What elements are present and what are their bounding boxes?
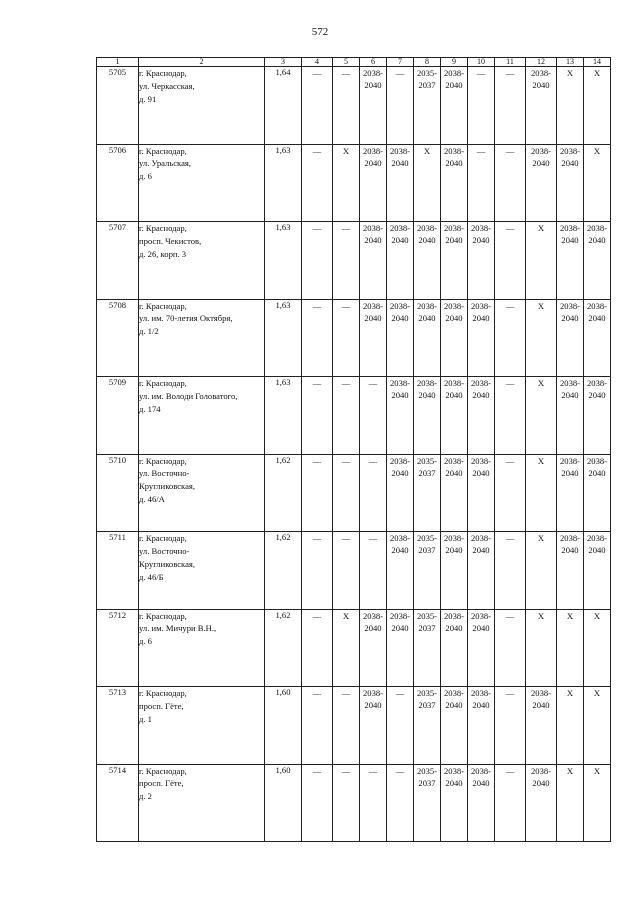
row-cell: — — [302, 222, 333, 300]
column-header: 1 — [97, 58, 139, 67]
row-address: г. Краснодар, просп. Чекистов, д. 26, корп. 3 — [139, 222, 265, 300]
row-cell: — — [302, 377, 333, 455]
row-cell: — — [495, 222, 526, 300]
row-cell: X — [333, 144, 360, 222]
row-cell: — — [495, 299, 526, 377]
row-cell: — — [333, 67, 360, 145]
row-cell: 2038- 2040 — [360, 222, 387, 300]
row-cell: X — [333, 609, 360, 687]
row-number: 5705 — [97, 67, 139, 145]
row-cell: 2038- 2040 — [441, 454, 468, 532]
row-cell: — — [495, 67, 526, 145]
row-cell: 2038- 2040 — [387, 299, 414, 377]
row-number: 5709 — [97, 377, 139, 455]
row-cell: — — [468, 144, 495, 222]
row-cell: X — [584, 764, 611, 842]
column-header: 14 — [584, 58, 611, 67]
row-value: 1,60 — [265, 764, 302, 842]
column-header: 7 — [387, 58, 414, 67]
row-cell: 2038- 2040 — [584, 222, 611, 300]
column-header: 13 — [557, 58, 584, 67]
row-cell: 2038- 2040 — [468, 532, 495, 610]
row-cell: X — [414, 144, 441, 222]
row-cell: — — [495, 377, 526, 455]
table-row — [97, 144, 611, 222]
row-cell: 2038- 2040 — [441, 532, 468, 610]
row-cell: 2038- 2040 — [387, 609, 414, 687]
row-address: г. Краснодар, ул. им. 70-летия Октября, д. 1/2 — [139, 299, 265, 377]
row-cell: 2038- 2040 — [441, 609, 468, 687]
column-header: 5 — [333, 58, 360, 67]
row-cell: — — [495, 532, 526, 610]
column-header: 8 — [414, 58, 441, 67]
row-cell: 2038- 2040 — [360, 299, 387, 377]
row-cell: 2038- 2040 — [414, 299, 441, 377]
row-cell: 2038- 2040 — [468, 377, 495, 455]
row-address: г. Краснодар, ул. Уральская, д. 6 — [139, 144, 265, 222]
row-cell: 2038- 2040 — [584, 377, 611, 455]
row-value: 1,63 — [265, 144, 302, 222]
row-cell: X — [584, 609, 611, 687]
row-cell: X — [584, 144, 611, 222]
row-number: 5711 — [97, 532, 139, 610]
row-cell: 2038- 2040 — [441, 299, 468, 377]
row-cell: — — [333, 222, 360, 300]
row-cell: — — [387, 687, 414, 765]
row-cell: — — [495, 764, 526, 842]
row-number: 5710 — [97, 454, 139, 532]
row-cell: 2038- 2040 — [441, 764, 468, 842]
row-cell: — — [302, 144, 333, 222]
row-cell: X — [526, 454, 557, 532]
row-address: г. Краснодар, ул. им. Володи Головатого, д. 174 — [139, 377, 265, 455]
row-value: 1,63 — [265, 222, 302, 300]
row-cell: — — [495, 454, 526, 532]
table-row — [97, 67, 611, 145]
row-cell: X — [584, 67, 611, 145]
row-cell: — — [360, 454, 387, 532]
column-header: 2 — [139, 58, 265, 67]
row-cell: — — [468, 67, 495, 145]
row-cell: — — [302, 609, 333, 687]
row-cell: — — [360, 377, 387, 455]
header-row — [97, 58, 611, 67]
row-value: 1,62 — [265, 532, 302, 610]
row-cell: 2038- 2040 — [526, 67, 557, 145]
row-cell: 2038- 2040 — [557, 299, 584, 377]
row-number: 5707 — [97, 222, 139, 300]
row-cell: 2038- 2040 — [414, 377, 441, 455]
row-cell: 2038- 2040 — [584, 454, 611, 532]
row-cell: — — [387, 764, 414, 842]
row-number: 5713 — [97, 687, 139, 765]
row-cell: — — [333, 377, 360, 455]
row-cell: 2038- 2040 — [468, 687, 495, 765]
row-address: г. Краснодар, просп. Гёте, д. 2 — [139, 764, 265, 842]
row-cell: 2038- 2040 — [387, 454, 414, 532]
table-row — [97, 299, 611, 377]
row-cell: — — [302, 67, 333, 145]
row-number: 5712 — [97, 609, 139, 687]
row-cell: 2038- 2040 — [526, 687, 557, 765]
row-cell: 2038- 2040 — [387, 222, 414, 300]
row-cell: — — [387, 67, 414, 145]
row-cell: 2038- 2040 — [468, 609, 495, 687]
row-cell: X — [557, 687, 584, 765]
row-value: 1,63 — [265, 299, 302, 377]
row-cell: 2038- 2040 — [557, 454, 584, 532]
row-cell: X — [557, 609, 584, 687]
row-cell: — — [302, 454, 333, 532]
row-cell: 2035- 2037 — [414, 764, 441, 842]
row-cell: 2038- 2040 — [584, 532, 611, 610]
row-address: г. Краснодар, ул. Восточно- Кругликовская, д. 46/А — [139, 454, 265, 532]
row-cell: — — [333, 764, 360, 842]
row-cell: 2035- 2037 — [414, 687, 441, 765]
row-cell: 2038- 2040 — [360, 144, 387, 222]
row-address: г. Краснодар, ул. Черкасская, д. 91 — [139, 67, 265, 145]
column-header: 11 — [495, 58, 526, 67]
row-cell: — — [333, 299, 360, 377]
row-cell: X — [557, 764, 584, 842]
column-header: 9 — [441, 58, 468, 67]
column-header: 3 — [265, 58, 302, 67]
column-header: 12 — [526, 58, 557, 67]
row-cell: 2038- 2040 — [441, 377, 468, 455]
table-row — [97, 532, 611, 610]
row-cell: — — [495, 609, 526, 687]
row-cell: X — [557, 67, 584, 145]
table-header — [97, 58, 611, 67]
row-cell: 2035- 2037 — [414, 454, 441, 532]
row-cell: 2038- 2040 — [441, 687, 468, 765]
row-cell: 2038- 2040 — [360, 687, 387, 765]
row-cell: 2038- 2040 — [526, 144, 557, 222]
row-cell: 2038- 2040 — [468, 299, 495, 377]
column-header: 4 — [302, 58, 333, 67]
row-cell: — — [333, 687, 360, 765]
row-value: 1,63 — [265, 377, 302, 455]
row-cell: X — [526, 299, 557, 377]
table-row — [97, 454, 611, 532]
row-cell: 2038- 2040 — [387, 377, 414, 455]
row-cell: 2035- 2037 — [414, 532, 441, 610]
row-cell: 2038- 2040 — [441, 144, 468, 222]
row-cell: 2038- 2040 — [387, 144, 414, 222]
row-number: 5714 — [97, 764, 139, 842]
row-number: 5706 — [97, 144, 139, 222]
table-row — [97, 764, 611, 842]
row-cell: — — [302, 532, 333, 610]
row-cell: X — [584, 687, 611, 765]
row-address: г. Краснодар, просп. Гёте, д. 1 — [139, 687, 265, 765]
row-cell: 2035- 2037 — [414, 67, 441, 145]
data-table — [96, 57, 611, 842]
row-address: г. Краснодар, ул. Восточно- Кругликовская, д. 46/Б — [139, 532, 265, 610]
row-cell: 2038- 2040 — [468, 764, 495, 842]
row-cell: X — [526, 532, 557, 610]
row-cell: 2038- 2040 — [557, 222, 584, 300]
row-cell: 2038- 2040 — [584, 299, 611, 377]
row-cell: — — [495, 687, 526, 765]
row-cell: X — [526, 377, 557, 455]
row-cell: 2038- 2040 — [557, 144, 584, 222]
row-cell: 2038- 2040 — [441, 67, 468, 145]
table-body — [97, 67, 611, 842]
table-row — [97, 377, 611, 455]
row-cell: 2038- 2040 — [387, 532, 414, 610]
row-cell: — — [360, 764, 387, 842]
row-cell: — — [302, 687, 333, 765]
row-cell: — — [302, 299, 333, 377]
row-cell: 2038- 2040 — [468, 222, 495, 300]
row-cell: X — [526, 222, 557, 300]
row-cell: — — [360, 532, 387, 610]
column-header: 10 — [468, 58, 495, 67]
row-value: 1,64 — [265, 67, 302, 145]
page-number: 572 — [311, 26, 329, 38]
row-value: 1,60 — [265, 687, 302, 765]
row-address: г. Краснодар, ул. им. Мичури В.Н., д. 6 — [139, 609, 265, 687]
row-value: 1,62 — [265, 609, 302, 687]
row-cell: — — [495, 144, 526, 222]
row-cell: — — [333, 532, 360, 610]
row-cell: 2038- 2040 — [557, 377, 584, 455]
row-value: 1,62 — [265, 454, 302, 532]
column-header: 6 — [360, 58, 387, 67]
row-cell: 2038- 2040 — [360, 67, 387, 145]
table-row — [97, 609, 611, 687]
row-cell: 2038- 2040 — [468, 454, 495, 532]
row-cell: — — [333, 454, 360, 532]
row-cell: 2038- 2040 — [441, 222, 468, 300]
row-cell: 2038- 2040 — [557, 532, 584, 610]
row-cell: 2038- 2040 — [526, 764, 557, 842]
table-row — [97, 222, 611, 300]
row-cell: — — [302, 764, 333, 842]
table-row — [97, 687, 611, 765]
row-cell: X — [526, 609, 557, 687]
row-cell: 2038- 2040 — [414, 222, 441, 300]
row-number: 5708 — [97, 299, 139, 377]
row-cell: 2035- 2037 — [414, 609, 441, 687]
row-cell: 2038- 2040 — [360, 609, 387, 687]
